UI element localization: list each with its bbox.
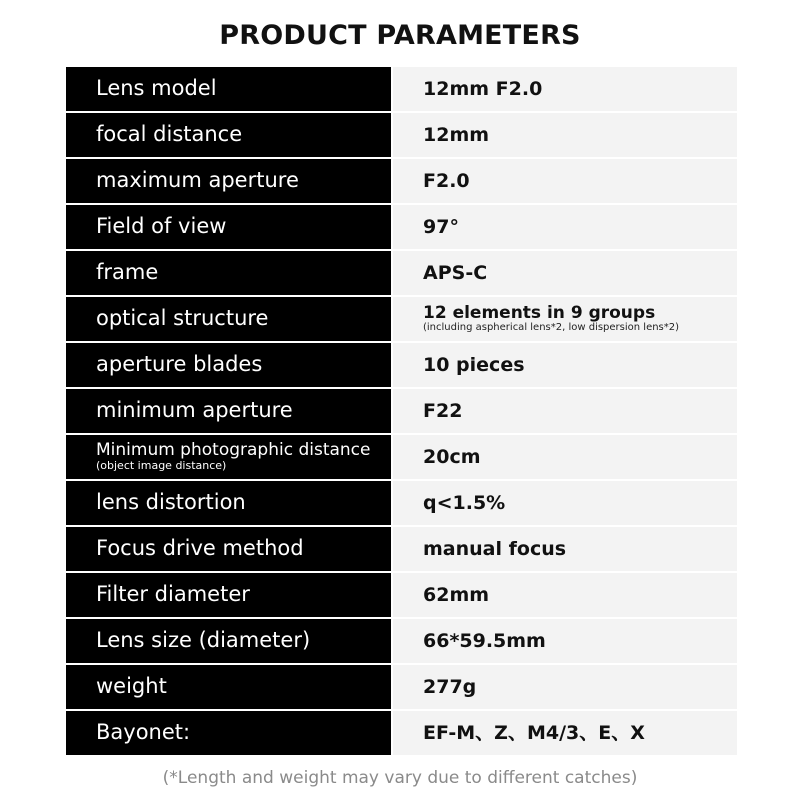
spec-label: minimum aperture [66, 389, 391, 433]
spec-label: maximum aperture [66, 159, 391, 203]
spec-value: APS-C [393, 251, 737, 295]
spec-value: 12mm [393, 113, 737, 157]
spec-value [393, 297, 737, 341]
spec-label: frame [66, 251, 391, 295]
spec-value: 97° [393, 205, 737, 249]
spec-value-note: (including aspherical lens*2, low dispersion lens*2) [423, 322, 680, 334]
spec-row-lens-distortion [66, 481, 737, 525]
spec-value: manual focus [393, 527, 737, 571]
spec-label: Lens size (diameter) [66, 619, 391, 663]
spec-value: 66*59.5mm [393, 619, 737, 663]
spec-label-main: Minimum photographic distance [96, 440, 371, 461]
spec-table [66, 67, 737, 757]
spec-row-focal-distance [66, 113, 737, 157]
spec-label: aperture blades [66, 343, 391, 387]
spec-row-weight [66, 665, 737, 709]
spec-row-lens-size [66, 619, 737, 663]
spec-row-focus-drive-method [66, 527, 737, 571]
spec-value: 62mm [393, 573, 737, 617]
spec-label: weight [66, 665, 391, 709]
spec-row-frame [66, 251, 737, 295]
spec-value: 277g [393, 665, 737, 709]
spec-value: EF-M、Z、M4/3、E、X [393, 711, 737, 755]
spec-row-minimum-aperture [66, 389, 737, 433]
page-title: PRODUCT PARAMETERS [219, 20, 581, 51]
spec-value: 10 pieces [393, 343, 737, 387]
spec-row-minimum-photographic-distance [66, 435, 737, 479]
spec-label: Bayonet: [66, 711, 391, 755]
spec-value: q<1.5% [393, 481, 737, 525]
spec-row-filter-diameter [66, 573, 737, 617]
spec-label: Filter diameter [66, 573, 391, 617]
spec-row-lens-model [66, 67, 737, 111]
spec-value: 20cm [393, 435, 737, 479]
spec-value-main: 12 elements in 9 groups [423, 302, 656, 323]
spec-label: focal distance [66, 113, 391, 157]
spec-label [66, 435, 391, 479]
spec-value: F22 [393, 389, 737, 433]
spec-label: lens distortion [66, 481, 391, 525]
spec-value: 12mm F2.0 [393, 67, 737, 111]
spec-row-maximum-aperture [66, 159, 737, 203]
spec-row-optical-structure [66, 297, 737, 341]
spec-label: Lens model [66, 67, 391, 111]
footnote: (*Length and weight may vary due to different catches) [162, 768, 638, 788]
spec-row-aperture-blades [66, 343, 737, 387]
spec-value: F2.0 [393, 159, 737, 203]
spec-row-field-of-view [66, 205, 737, 249]
spec-label: Focus drive method [66, 527, 391, 571]
spec-label: optical structure [66, 297, 391, 341]
spec-label-note: (object image distance) [96, 458, 227, 472]
spec-label: Field of view [66, 205, 391, 249]
spec-row-bayonet [66, 711, 737, 755]
